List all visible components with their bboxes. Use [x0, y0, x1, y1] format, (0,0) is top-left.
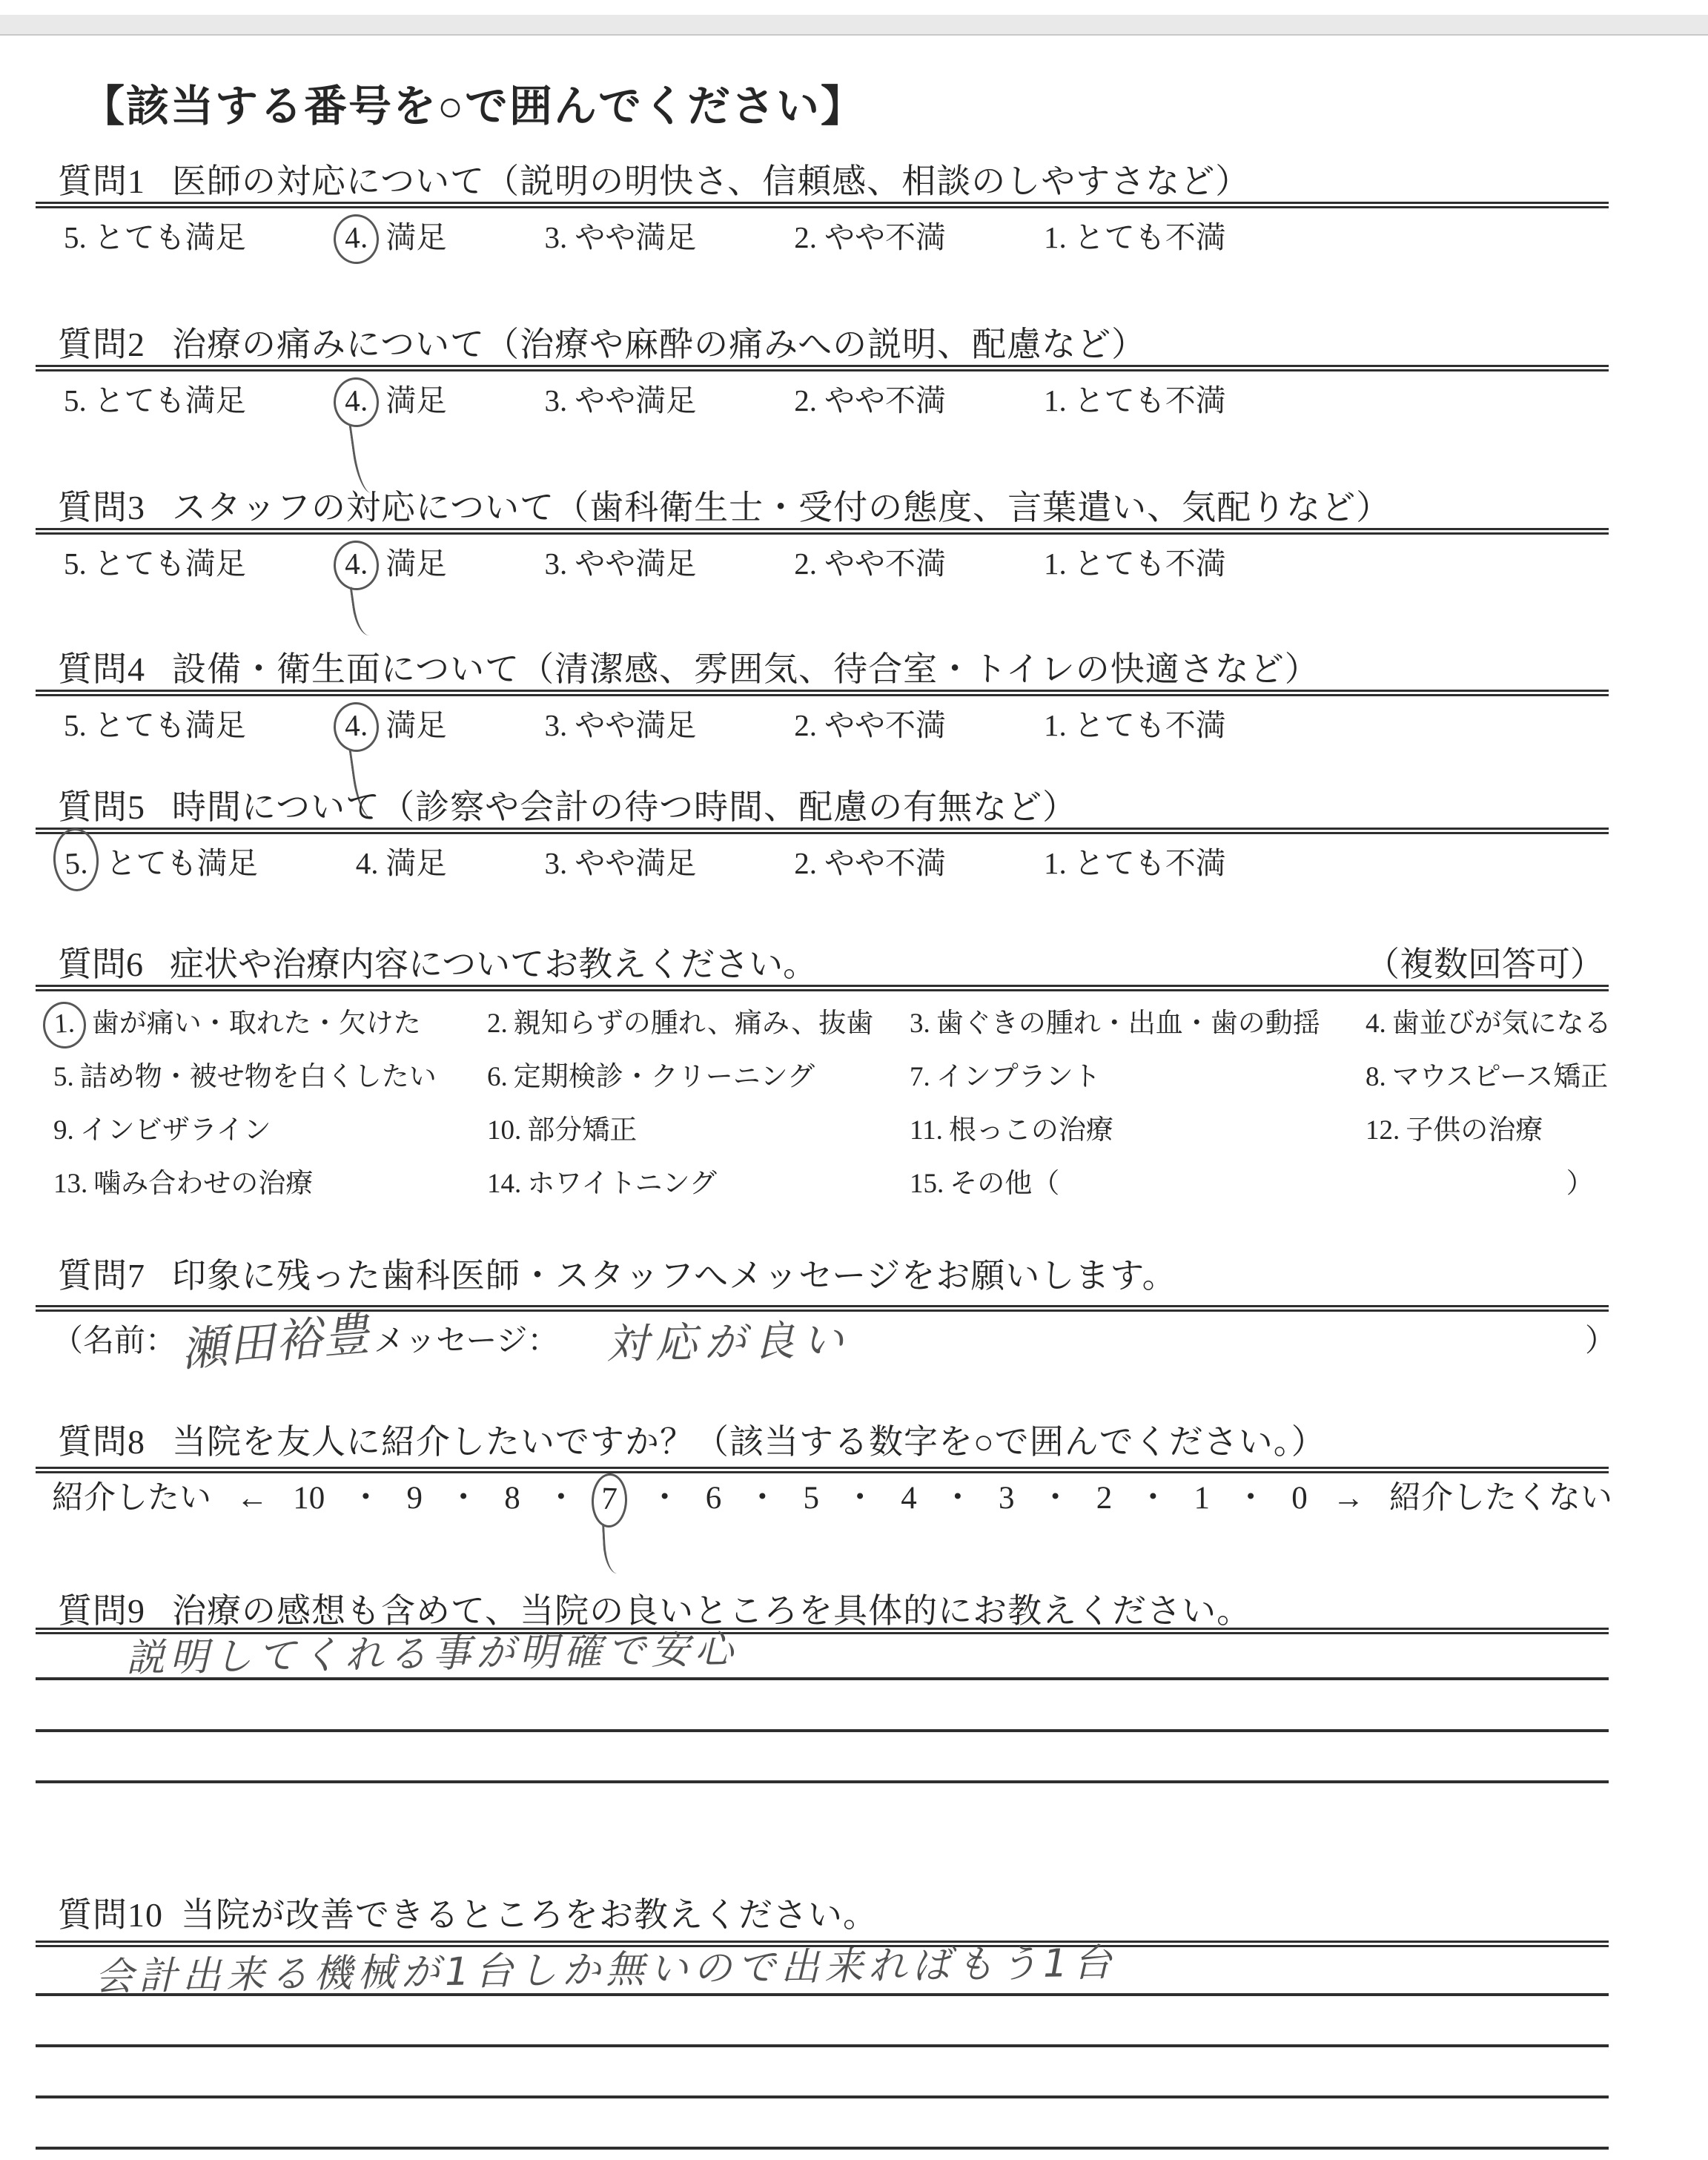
question-10-text: 当院が改善できるところをお教えください。: [181, 1896, 878, 1934]
q8-dot: ・: [746, 1481, 778, 1516]
q3-option-3-label: やや満足: [575, 546, 697, 581]
question-2-heading: [58, 325, 1708, 365]
q2-option-2-num: 2.: [794, 383, 817, 417]
q6-item-6-num: 6.: [487, 1062, 508, 1092]
q4-circle-mark: 4.: [332, 701, 380, 753]
question-2-rule: [36, 365, 1609, 371]
q8-dot: ・: [1136, 1481, 1169, 1516]
question-1-options: [64, 219, 1708, 256]
q6-item-13: [53, 1168, 487, 1200]
q1-option-5-num: 5.: [64, 220, 87, 254]
q6-item-7: [910, 1061, 1366, 1094]
q6-other-paren-close: ）: [1566, 1169, 1594, 1199]
q9-handwritten-answer: 説明してくれる事が明確で安心: [125, 1628, 739, 1681]
q6-item-8-label: マウスピース矯正: [1391, 1062, 1609, 1092]
q8-scale-2: 2: [1096, 1481, 1113, 1516]
question-7: [0, 1256, 1708, 1378]
question-9-number: 質問9: [58, 1592, 145, 1630]
question-1-heading: [58, 162, 1708, 202]
q5-option-2: [794, 845, 946, 882]
q1-option-4-label: 満足: [385, 220, 447, 254]
q8-dot: ・: [349, 1481, 382, 1516]
q5-option-5-circled: [64, 845, 258, 882]
q3-option-2-num: 2.: [794, 546, 817, 581]
q6-item-11-label: 根っこの治療: [948, 1115, 1113, 1146]
q8-dot: ・: [545, 1481, 577, 1516]
question-4-number: 質問4: [58, 650, 145, 688]
q2-option-3: [545, 382, 697, 419]
q4-option-5-label: とても満足: [93, 708, 246, 742]
q6-item-4-label: 歯並びが気になる: [1391, 1008, 1612, 1039]
q8-scale-0: 0: [1291, 1481, 1308, 1516]
question-5-text: 時間について（診察や会計の待つ時間、配慮の有無など）: [172, 788, 1078, 826]
question-8: [0, 1422, 1708, 1518]
q8-scale-10: 10: [293, 1481, 325, 1516]
question-8-rule: [36, 1467, 1609, 1473]
question-5-number: 質問5: [58, 788, 145, 826]
q5-circle-mark: 5.: [52, 827, 100, 892]
q10-answer-line: [36, 1993, 1609, 1996]
q4-option-3-num: 3.: [544, 708, 568, 742]
q8-scale-1: 1: [1194, 1481, 1210, 1516]
q8-right-label: 紹介したくない: [1389, 1481, 1612, 1516]
question-6: [0, 945, 1708, 1200]
q8-left-label: 紹介したい: [52, 1481, 211, 1516]
q6-item-10: [487, 1114, 910, 1147]
q8-scale-6: 6: [705, 1481, 722, 1516]
q1-option-5: [64, 219, 246, 256]
question-9-rule: [36, 1628, 1609, 1634]
q4-option-3-label: やや満足: [575, 708, 697, 742]
q6-item-8: [1366, 1061, 1612, 1094]
q6-item-4-num: 4.: [1366, 1008, 1386, 1039]
question-3-text: スタッフの対応について（歯科衛生士・受付の態度、言葉遣い、気配りなど）: [172, 489, 1391, 526]
question-6-rule: [36, 985, 1609, 991]
q9-answer-line: [36, 1780, 1609, 1783]
q4-option-2-num: 2.: [794, 708, 817, 742]
q5-option-1-label: とても不満: [1073, 846, 1226, 880]
q6-circle-mark: 1.: [42, 1001, 87, 1050]
question-7-number: 質問7: [58, 1257, 145, 1295]
question-3-number: 質問3: [58, 489, 145, 526]
q6-item-13-label: 噛み合わせの治療: [93, 1169, 314, 1199]
q9-answer-line: [36, 1677, 1609, 1680]
q8-scale-9: 9: [406, 1481, 423, 1516]
q6-item-12-num: 12.: [1366, 1115, 1400, 1146]
q2-option-5-label: とても満足: [93, 383, 246, 417]
q1-option-5-label: とても満足: [93, 220, 246, 254]
q6-item-11-num: 11.: [910, 1115, 943, 1146]
q3-option-1-label: とても不満: [1073, 546, 1226, 581]
q6-item-5-label: 詰め物・被せ物を白くしたい: [79, 1062, 437, 1092]
q2-option-5-num: 5.: [64, 383, 87, 417]
q1-option-1-num: 1.: [1044, 220, 1067, 254]
question-5-rule: [36, 828, 1609, 834]
q5-option-4: [356, 845, 447, 882]
q2-option-4-circled: [344, 382, 447, 419]
question-1-number: 質問1: [58, 162, 145, 200]
q2-option-5: [64, 382, 246, 419]
q4-option-4-label: 満足: [385, 708, 447, 742]
q6-item-14: [487, 1168, 910, 1200]
q3-option-3: [545, 545, 697, 582]
q6-item-2-label: 親知らずの腫れ、痛み、抜歯: [513, 1008, 874, 1039]
question-8-text: 当院を友人に紹介したいですか？（該当する数字を○で囲んでください。）: [172, 1423, 1326, 1461]
q6-item-9-label: インビザライン: [79, 1115, 271, 1146]
q6-item-15-label: その他（: [950, 1169, 1060, 1199]
scan-artifact-band: [0, 15, 1708, 36]
question-2-text: 治療の痛みについて（治療や麻酔の痛みへの説明、配慮など）: [172, 326, 1147, 363]
q3-option-4-circled: [344, 545, 447, 582]
page-title: 【該当する番号を○で囲んでください】: [82, 82, 866, 131]
question-10-number: 質問10: [58, 1896, 163, 1934]
q7-paren-close: ）: [1584, 1324, 1616, 1358]
question-9: [0, 1591, 1708, 1814]
question-3: [0, 488, 1708, 582]
question-1-rule: [36, 202, 1609, 208]
q6-item-15-num: 15.: [910, 1169, 944, 1199]
question-2-options: [64, 382, 1708, 419]
q6-item-2: [487, 1008, 910, 1040]
question-7-rule: [36, 1305, 1609, 1312]
q10-answer-line: [36, 2095, 1609, 2098]
question-9-heading: [58, 1591, 1708, 1631]
q5-option-3: [545, 845, 697, 882]
q1-option-2-num: 2.: [794, 220, 817, 254]
question-4-rule: [36, 690, 1609, 696]
question-4-options: [64, 707, 1708, 744]
question-8-number: 質問8: [58, 1423, 145, 1461]
q4-option-3: [545, 707, 697, 744]
q6-item-1-label: 歯が痛い・取れた・欠けた: [91, 1008, 421, 1039]
question-5: [0, 787, 1708, 882]
q5-option-2-label: やや不満: [824, 846, 946, 880]
q7-message-label: メッセージ：: [374, 1324, 559, 1358]
q2-option-1: [1044, 382, 1226, 419]
q3-option-5-label: とても満足: [93, 546, 246, 581]
q6-item-15-other: [910, 1168, 1366, 1200]
q1-circle-mark: 4.: [332, 213, 380, 265]
question-6-number: 質問6: [58, 945, 143, 983]
question-3-heading: [58, 488, 1708, 528]
q1-option-3-num: 3.: [544, 220, 568, 254]
q2-option-1-num: 1.: [1044, 383, 1067, 417]
q6-item-1-circled: [53, 1008, 487, 1040]
q1-option-1-label: とても不満: [1073, 220, 1226, 254]
q10-answer-line: [36, 2044, 1609, 2047]
q1-option-4-circled: [344, 219, 447, 256]
q6-item-3-label: 歯ぐきの腫れ・出血・歯の動揺: [936, 1008, 1320, 1039]
q6-item-7-label: インプラント: [936, 1062, 1101, 1092]
q6-item-5: [53, 1061, 487, 1094]
q4-option-2: [794, 707, 946, 744]
q6-item-13-num: 13.: [53, 1169, 88, 1199]
q8-dot: ・: [447, 1481, 480, 1516]
question-5-heading: [58, 787, 1708, 828]
q2-circle-mark: 4.: [332, 376, 380, 428]
q6-item-10-label: 部分矯正: [527, 1115, 638, 1146]
q2-option-2-label: やや不満: [824, 383, 946, 417]
q1-option-2-label: やや不満: [824, 220, 946, 254]
q3-option-4-label: 満足: [385, 546, 447, 581]
q3-option-2: [794, 545, 946, 582]
q3-circle-mark: 4.: [332, 539, 380, 591]
question-7-text: 印象に残った歯科医師・スタッフへメッセージをお願いします。: [172, 1257, 1177, 1295]
q6-item-8-num: 8.: [1366, 1062, 1386, 1092]
q6-item-12: [1366, 1114, 1612, 1147]
question-1: [0, 162, 1708, 256]
q4-option-1: [1044, 707, 1226, 744]
question-2-number: 質問2: [58, 326, 145, 363]
q8-scale-5: 5: [803, 1481, 819, 1516]
question-2: [0, 325, 1708, 419]
q4-option-5-num: 5.: [64, 708, 87, 742]
q6-item-14-label: ホワイトニング: [527, 1169, 717, 1199]
q3-option-1-num: 1.: [1044, 546, 1067, 581]
q1-option-1: [1044, 219, 1226, 256]
question-6-note: （複数回答可）: [1366, 945, 1604, 983]
q8-dot: ・: [1234, 1481, 1267, 1516]
q2-option-2: [794, 382, 946, 419]
q8-dot: ・: [1039, 1481, 1072, 1516]
q3-option-1: [1044, 545, 1226, 582]
q8-dot: ・: [941, 1481, 974, 1516]
q5-option-4-label: 満足: [385, 846, 447, 880]
q3-option-2-label: やや不満: [824, 546, 946, 581]
q9-answer-line: [36, 1729, 1609, 1732]
q2-option-3-label: やや満足: [575, 383, 697, 417]
q6-item-2-num: 2.: [487, 1008, 508, 1039]
q2-option-1-label: とても不満: [1073, 383, 1226, 417]
q5-option-1-num: 1.: [1044, 846, 1067, 880]
q8-dot: ・: [844, 1481, 876, 1516]
q6-item-11: [910, 1114, 1366, 1147]
q4-option-5: [64, 707, 246, 744]
question-4: [0, 650, 1708, 744]
question-10: [0, 1895, 1708, 2160]
q8-scale-4: 4: [901, 1481, 917, 1516]
q7-handwritten-message: 対応が良い: [605, 1316, 852, 1369]
q3-option-5-num: 5.: [64, 546, 87, 581]
q5-option-5-label: とても満足: [105, 846, 258, 880]
q3-option-3-num: 3.: [544, 546, 568, 581]
question-4-text: 設備・衛生面について（清潔感、雰囲気、待合室・トイレの快適さなど）: [172, 650, 1320, 688]
q5-option-3-label: やや満足: [575, 846, 697, 880]
q1-option-3-label: やや満足: [575, 220, 697, 254]
question-7-heading: [58, 1256, 1708, 1296]
q8-left-arrow-icon: ←: [236, 1481, 268, 1516]
q5-option-4-num: 4.: [355, 846, 379, 880]
q8-right-arrow-icon: →: [1332, 1481, 1365, 1516]
q1-option-3: [545, 219, 697, 256]
q4-option-2-label: やや不満: [824, 708, 946, 742]
q4-option-1-num: 1.: [1044, 708, 1067, 742]
q6-item-10-num: 10.: [487, 1115, 522, 1146]
q6-item-9: [53, 1114, 487, 1147]
q6-item-3-num: 3.: [910, 1008, 930, 1039]
q8-dot: ・: [649, 1481, 681, 1516]
question-3-options: [64, 545, 1708, 582]
q4-option-1-label: とても不満: [1073, 708, 1226, 742]
question-9-text: 治療の感想も含めて、当院の良いところを具体的にお教えください。: [172, 1592, 1252, 1630]
question-3-rule: [36, 528, 1609, 535]
q6-item-5-num: 5.: [53, 1062, 74, 1092]
q4-option-4-circled: [344, 707, 447, 744]
question-6-text: 症状や治療内容についてお教えください。: [170, 945, 818, 983]
q6-item-3: [910, 1008, 1366, 1040]
q5-option-2-num: 2.: [794, 846, 817, 880]
q6-item-9-num: 9.: [53, 1115, 74, 1146]
q10-handwritten-answer: 会計出来る機械が1台しか無いので出来ればもう1台: [94, 1941, 1117, 2000]
q10-answer-line: [36, 2147, 1609, 2150]
question-8-scale: [52, 1479, 1612, 1518]
q6-item-6: [487, 1061, 910, 1094]
question-6-items: [53, 1008, 1610, 1200]
q8-scale-7-circled: 7: [591, 1473, 628, 1528]
q6-item-4: [1366, 1008, 1612, 1040]
q2-option-3-num: 3.: [544, 383, 568, 417]
q7-name-label: （名前：: [52, 1324, 177, 1358]
q6-item-6-label: 定期検診・クリーニング: [513, 1062, 815, 1092]
q2-option-4-label: 満足: [385, 383, 447, 417]
q6-item-12-label: 子供の治療: [1406, 1115, 1543, 1146]
question-8-heading: [58, 1422, 1708, 1462]
question-6-heading: [58, 945, 1604, 985]
q8-scale-3: 3: [999, 1481, 1015, 1516]
q7-handwritten-name: 瀬田裕豊: [179, 1306, 373, 1378]
question-5-options: [64, 845, 1708, 882]
q3-option-5: [64, 545, 246, 582]
q6-item-7-num: 7.: [910, 1062, 930, 1092]
q8-scale-8: 8: [504, 1481, 520, 1516]
q5-option-3-num: 3.: [544, 846, 568, 880]
question-1-text: 医師の対応について（説明の明快さ、信頼感、相談のしやすさなど）: [172, 162, 1251, 200]
question-4-heading: [58, 650, 1708, 690]
q5-option-1: [1044, 845, 1226, 882]
question-7-answer-row: [52, 1306, 1616, 1378]
question-10-heading: [58, 1895, 1708, 1935]
q1-option-2: [794, 219, 946, 256]
q6-item-14-num: 14.: [487, 1169, 522, 1199]
